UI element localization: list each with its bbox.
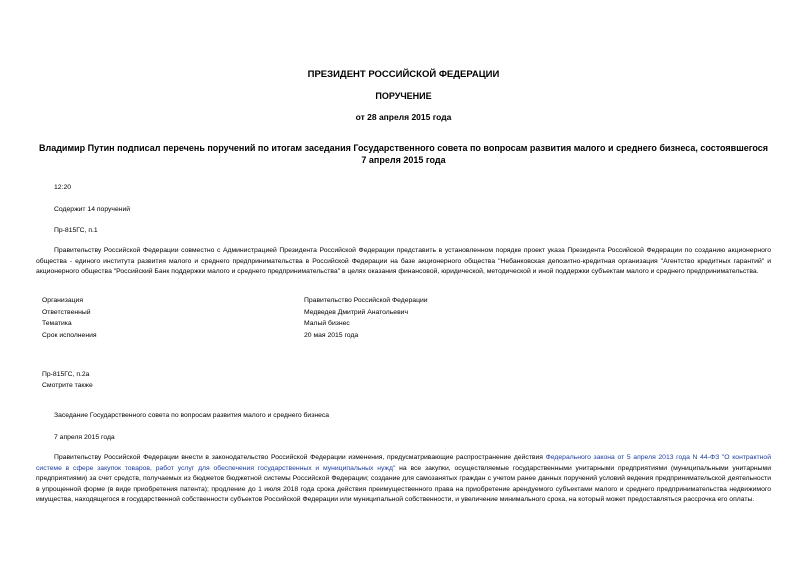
see-also-label: Смотрите также xyxy=(42,382,93,389)
instruction-details xyxy=(42,297,428,343)
detail-label: Ответственный xyxy=(42,308,91,316)
detail-row-deadline xyxy=(42,332,428,344)
detail-value: Медведев Дмитрий Анатольевич xyxy=(304,308,409,316)
instruction-id: Пр-815ГС, п.1 xyxy=(54,227,98,234)
instruction-2-text xyxy=(36,453,771,506)
session-link[interactable]: Заседание Государственного совета по вопросам развития малого и среднего бизнеса xyxy=(54,412,330,419)
publish-time: 12:20 xyxy=(54,184,72,191)
detail-value: 20 мая 2015 года xyxy=(304,331,359,339)
instruction-2-id: Пр-815ГС, п.2а xyxy=(42,371,90,378)
session-date: 7 апреля 2015 года xyxy=(54,434,115,441)
document-subtitle: Владимир Путин подписал перечень поручений по итогам заседания Государственного совета по вопросам развития малого и среднего бизнеса, состоявшегося 7 апреля 2015 года xyxy=(39,143,768,165)
detail-row-topic xyxy=(42,320,428,332)
detail-row-organization xyxy=(42,297,428,309)
instructions-count: Содержит 14 поручений xyxy=(54,206,131,213)
instruction-2-text-part2: на все закупки, осуществляемые государственными унитарными предприятиями (муниципальными унитарными предприятиями) за счет средств, получаемых из бюджетов бюджетной системы Российской Федерации; создание для самозанятых граждан с учетом ранее данных поручений условий ведения предпринимательской деятельности в упрощенной форме (в виде приобретения патента); продление до 1 июля 2018 года срока действия преимущественного права на приобретение арендуемого субъектами малого и среднего предпринимательства недвижимого имущества, находящегося в государственной собственности субъектов Российской Федерации или муниципальной собственности, и увеличение минимального срока, на который может предоставляться рассрочка его оплаты. xyxy=(36,464,772,503)
detail-value: Правительство Российской Федерации xyxy=(304,297,428,304)
president-heading: ПРЕЗИДЕНТ РОССИЙСКОЙ ФЕДЕРАЦИИ xyxy=(307,69,500,80)
document-date: от 28 апреля 2015 года xyxy=(355,112,452,122)
detail-label: Организация xyxy=(42,297,83,304)
federal-law-link[interactable]: Федерального закона от 5 апреля 2013 года N 44-ФЗ "О контрактной системе в сфере закупок товаров, работ услуг для обеспечения государственных и муниципальных нужд" xyxy=(36,454,771,472)
instruction-1-text: Правительству Российской Федерации совместно с Администрацией Президента Российской Федерации представить в установленном порядке проект указа Президента Российской Федерации по созданию акционерного общества - единого института развития малого и среднего предпринимательства в Российской Федерации на базе акционерного общества "Небанковская депозитно-кредитная организация "Агентство кредитных гарантий" и акционерного общества "Российский Банк поддержки малого и среднего предпринимательства" в целях оказания финансовой, юридической, методической и иной поддержки субъектам малого и среднего предпринимательства. xyxy=(36,247,771,275)
detail-label: Тематика xyxy=(42,320,72,327)
detail-row-responsible xyxy=(42,309,428,321)
document-type: ПОРУЧЕНИЕ xyxy=(375,91,432,101)
instruction-2-text-part1: Правительству Российской Федерации внести в законодательство Российской Федерации изменения, предусматривающие распространение действия xyxy=(54,454,546,461)
detail-label: Срок исполнения xyxy=(42,331,97,339)
detail-value: Малый бизнес xyxy=(304,320,350,327)
